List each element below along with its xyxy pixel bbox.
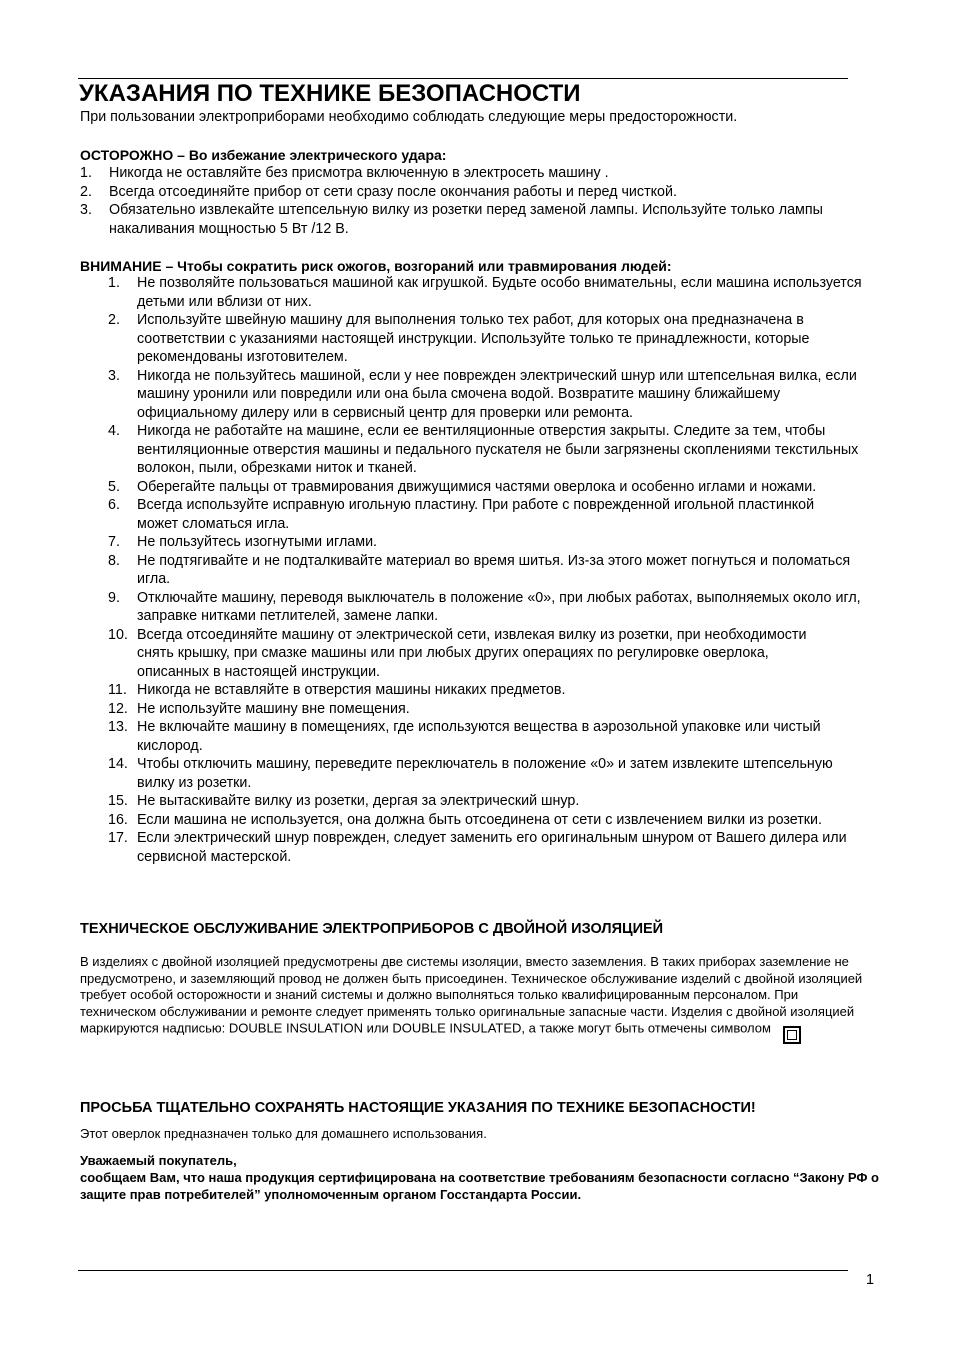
item-number: 1.: [108, 275, 120, 291]
list-item: [80, 164, 880, 183]
list-item: [108, 274, 880, 311]
notice-text: сообщаем Вам, что наша продукция сертифицирована на соответствие требованиям безопасности согласно “Закону РФ о защите прав потребителей” уполномоченным органом Госстандарта России.: [80, 1170, 879, 1202]
item-text: Не включайте машину в помещениях, где используются вещества в аэрозольной упаковке или чистый кислород.: [137, 719, 821, 754]
notice-greeting: Уважаемый покупатель,: [80, 1153, 237, 1168]
list-item: [108, 533, 880, 552]
list-item: [108, 311, 880, 367]
item-text: Никогда не работайте на машине, если ее вентиляционные отверстия закрыты. Следите за тем, чтобы вентиляционные отверстия машины и педального пускателя не были загрязнены скоплениями текстильных волокон, пыли, обрезками ниток и тканей.: [137, 423, 859, 476]
double-insulation-icon: [783, 1026, 801, 1044]
page-title: УКАЗАНИЯ ПО ТЕХНИКЕ БЕЗОПАСНОСТИ: [79, 80, 581, 107]
item-text: Всегда отсоединяйте прибор от сети сразу после окончания работы и перед чисткой.: [109, 183, 677, 200]
item-number: 16.: [108, 811, 128, 828]
list-item: [108, 496, 880, 533]
keep-instructions-heading: ПРОСЬБА ТЩАТЕЛЬНО СОХРАНЯТЬ НАСТОЯЩИЕ УКАЗАНИЯ ПО ТЕХНИКЕ БЕЗОПАСНОСТИ!: [80, 1100, 756, 1116]
list-item: [108, 755, 880, 792]
item-text: Не позволяйте пользоваться машиной как игрушкой. Будьте особо внимательны, если машина используется детьми или вблизи от них.: [137, 275, 862, 310]
item-number: 11.: [108, 682, 127, 698]
warning-list: [108, 274, 880, 866]
item-number: 2.: [80, 183, 92, 200]
item-number: 12.: [108, 700, 128, 717]
item-number: 5.: [108, 478, 120, 495]
page-number: 1: [866, 1272, 875, 1288]
item-number: 4.: [108, 423, 120, 439]
item-number: 17.: [108, 830, 128, 846]
item-number: 13.: [108, 719, 128, 735]
item-number: 3.: [108, 367, 120, 384]
top-rule: [78, 78, 848, 79]
list-item: [108, 626, 880, 682]
list-item: [80, 201, 880, 238]
item-text: Если электрический шнур поврежден, следует заменить его оригинальным шнуром от Вашего дилера или сервисной мастерской.: [137, 830, 847, 865]
list-item: [108, 478, 880, 497]
list-item: [108, 589, 880, 626]
list-item: [108, 681, 880, 700]
item-text: Всегда используйте исправную игольную пластину. При работе с поврежденной игольной пластинкой может сломаться игла.: [137, 497, 815, 532]
item-text: Не подтягивайте и не подталкивайте материал во время шитья. Из-за этого может погнуться и поломаться игла.: [137, 552, 851, 587]
item-number: 1.: [80, 165, 92, 181]
item-text: Обязательно извлекайте штепсельную вилку из розетки перед заменой лампы. Используйте только лампы накаливания мощностью 5 Вт /12 В.: [109, 202, 823, 237]
list-item: [108, 811, 880, 830]
list-item: [108, 792, 880, 811]
list-item: [108, 718, 880, 755]
item-text: Не пользуйтесь изогнутыми иглами.: [137, 534, 378, 550]
certification-notice: [80, 1152, 880, 1203]
list-item: [108, 700, 880, 719]
item-number: 2.: [108, 312, 120, 328]
double-insulation-body: В изделиях с двойной изоляцией предусмотрены две системы изоляции, вместо заземления. В таких приборах заземление не предусмотрено, и заземляющий провод не должен быть присоединен. Техническое обслуживание изделий с двойной изоляцией требует особой осторожности и знаний системы и должно выполняться только квалифицированным персоналом. При техническом обслуживании и ремонте следует применять только оригинальные запасные части. Изделия с двойной изоляцией маркируются надписью: DOUBLE INSULATION или DOUBLE INSULATED, а также могут быть отмечены символом: [80, 954, 863, 1036]
list-item: [80, 183, 880, 202]
item-text: Не вытаскивайте вилку из розетки, дергая за электрический шнур.: [137, 793, 580, 809]
list-item: [108, 422, 880, 478]
list-item: [108, 552, 880, 589]
item-number: 10.: [108, 626, 128, 643]
double-insulation-heading: ТЕХНИЧЕСКОЕ ОБСЛУЖИВАНИЕ ЭЛЕКТРОПРИБОРОВ С ДВОЙНОЙ ИЗОЛЯЦИЕЙ: [80, 921, 664, 937]
item-text: Чтобы отключить машину, переведите переключатель в положение «0» и затем извлеките штепсельную вилку из розетки.: [137, 756, 833, 791]
list-item: [108, 829, 880, 866]
double-insulation-text: [80, 954, 870, 1038]
item-text: Никогда не вставляйте в отверстия машины никаких предметов.: [137, 682, 566, 698]
item-number: 15.: [108, 793, 128, 809]
item-text: Никогда не пользуйтесь машиной, если у нее поврежден электрический шнур или штепсельная вилка, если машину уронили или повредили или она была смочена водой. Возвратите машину ближайшему официальному дилеру или в сервисный центр для проверки или ремонта.: [137, 367, 857, 421]
item-text: Если машина не используется, она должна быть отсоединена от сети с извлечением вилки из розетки.: [137, 811, 822, 828]
item-number: 14.: [108, 756, 128, 772]
item-text: Всегда отсоединяйте машину от электрической сети, извлекая вилку из розетки, при необходимости снять крышку, при смазке машины или при любых других операциях по регулировке оверлока, описанных в настоящей инструкции.: [137, 626, 807, 680]
item-text: Никогда не оставляйте без присмотра включенную в электросеть машину .: [109, 165, 609, 181]
warning-heading: ВНИМАНИЕ – Чтобы сократить риск ожогов, возгораний или травмирования людей:: [80, 258, 672, 274]
item-number: 8.: [108, 552, 120, 569]
home-use-note: Этот оверлок предназначен только для домашнего использования.: [80, 1126, 487, 1141]
item-number: 9.: [108, 589, 120, 606]
list-item: [108, 367, 880, 423]
item-number: 7.: [108, 534, 120, 550]
item-text: Отключайте машину, переводя выключатель в положение «0», при любых работах, выполняемых около игл, заправке нитками петлителей, замене лапки.: [137, 589, 861, 624]
item-text: Оберегайте пальцы от травмирования движущимися частями оверлока и особенно иглами и ножами.: [137, 478, 817, 495]
item-number: 3.: [80, 202, 92, 218]
caution-list: [80, 164, 880, 238]
caution-heading: ОСТОРОЖНО – Во избежание электрического удара:: [80, 147, 447, 163]
item-text: Используйте швейную машину для выполнения только тех работ, для которых она предназначена в соответствии с указаниями настоящей инструкции. Используйте только те принадлежности, которые рекомендованы изготовителем.: [137, 312, 810, 365]
bottom-rule: [78, 1270, 848, 1271]
intro-text: При пользовании электроприборами необходимо соблюдать следующие меры предосторожности.: [80, 109, 738, 125]
item-text: Не используйте машину вне помещения.: [137, 700, 410, 717]
item-number: 6.: [108, 497, 120, 513]
